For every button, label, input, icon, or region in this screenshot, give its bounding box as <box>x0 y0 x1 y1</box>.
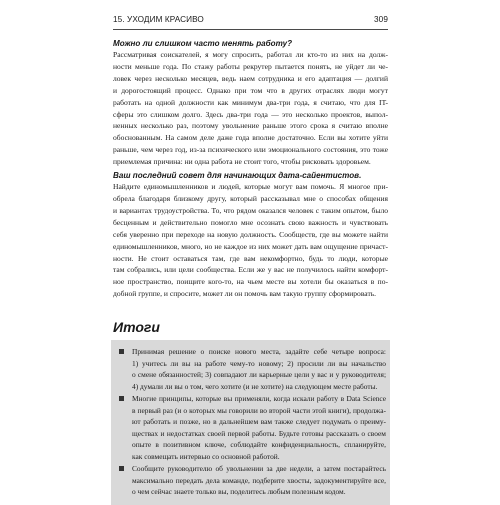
text-line: раньше, чем через год, из-за психического или эмоционального состояния, это тоже <box>113 145 388 155</box>
text-line: ненных несколько раз, поэтому увольнение раньше этого срока я считаю вполне <box>113 121 388 131</box>
text-line: приемлемая причина: ни одна работа не стоит того, чтобы рисковать здоровьем. <box>113 157 371 167</box>
text-line: сферы это слишком долго. Здесь два-три года — это несколько проектов, выпол- <box>113 109 388 119</box>
text-line: о чем сейчас знаете только вы, поделитесь любым полезным кодом. <box>132 487 346 497</box>
text-line: ности меньше года. По стажу работы рекрутер пытается понять, не уйдет ли че- <box>113 61 388 71</box>
summary-item-text <box>132 393 386 462</box>
text-line: себя уверенно при переходе на новую должность. Сообществ, где вы можете найти <box>113 229 388 239</box>
answer-paragraph-2 <box>113 181 388 300</box>
chapter-title: 15. УХОДИМ КРАСИВО <box>113 15 204 24</box>
summary-item <box>119 346 386 392</box>
text-line: о смене обязанностей; 3) совпадают ли карьерные цели у вас и у руководителя; <box>132 370 386 380</box>
text-line: и дорогостоящий процесс. Однако при том что в других отраслях люди могут <box>113 85 388 95</box>
text-line: Рассматривая соискателей, я могу спросить, работал ли кто-то из них на долж- <box>113 50 388 59</box>
text-line: ют работать и позже, но в дальнейшем вам также следует подумать о преиму- <box>132 417 386 427</box>
summary-item-text <box>132 346 386 392</box>
text-line: Найдите единомышленников и людей, которые могут вам помочь. Я многое при- <box>113 182 388 192</box>
text-line: ности. Не стоит оставаться там, где вам некомфортно, будь то люди, которые <box>113 253 388 263</box>
square-bullet-icon <box>119 466 124 471</box>
text-line: добной группе, и спросите, может ли он помочь вам такую группу сформировать. <box>113 289 377 299</box>
text-line: работать на одной должности как минимум два-три года, я считаю, что для IT- <box>113 97 388 107</box>
summary-item-text <box>132 463 386 498</box>
square-bullet-icon <box>119 349 124 354</box>
text-line: бесценным и действительно помогло мне осознать свою важность и чувствовать <box>113 217 388 227</box>
text-line: Многие принципы, которые вы применяли, когда искали работу в Data Science <box>132 394 386 404</box>
text-line: 4) думали ли вы о том, чего хотите (и не хотите) на следующем месте работы. <box>132 381 378 391</box>
text-line: единомышленников, много, но не каждое из них может дать вам ощущение причаст- <box>113 241 388 251</box>
text-line: ловек через несколько месяцев, ведь наем сотрудника и его адаптация — долгий <box>113 73 388 83</box>
text-line: там собрались, или цели сообщества. Если же у вас не получилось найти комфорт- <box>113 265 388 275</box>
text-line: в первый раз (и о которых мы говорили во второй части этой книги), продолжа- <box>132 405 386 415</box>
text-line: ное пространство, поищите кого-то, на чьем месте вы хотели бы оказаться в по- <box>113 277 388 287</box>
text-line: 1) учитесь ли вы на работе чему-то новому; 2) просили ли вы начальство <box>132 358 386 368</box>
question-heading-1: Можно ли слишком часто менять работу? <box>113 39 293 48</box>
summary-heading: Итоги <box>113 319 160 336</box>
text-line: опыте в позитивном ключе, соблюдайте конфиденциальность, спланируйте, <box>132 440 386 450</box>
text-line: как совмещать интервью со основной работой. <box>132 451 280 461</box>
text-line: Сообщите руководителю об увольнении за две недели, а затем постарайтесь <box>132 464 386 474</box>
summary-item <box>119 393 386 462</box>
text-line: обоснованным. На самом деле даже года вполне достаточно. Если вы хотите уйти <box>113 133 388 143</box>
text-line: ществах и недостатках своей первой работы. Будьте готовы рассказать о своем <box>132 428 386 438</box>
text-line: Принимая решение о поиске нового места, задайте себе четыре вопроса: <box>132 347 386 357</box>
summary-box <box>111 340 390 505</box>
summary-item <box>119 463 386 498</box>
question-heading-2: Ваш последний совет для начинающих дата-сайентистов. <box>113 171 362 181</box>
square-bullet-icon <box>119 396 124 401</box>
text-line: максимально передать дела команде, подберите хвосты, задокументируйте все, <box>132 475 386 485</box>
running-header <box>113 0 388 30</box>
text-line: и вариантах трудоустройства. То, что рядом оказался человек с таким опытом, было <box>113 205 388 215</box>
page-number: 309 <box>374 15 388 24</box>
text-line: обрела благодаря близкому другу, который рассказывал мне о способах общения <box>113 193 388 203</box>
answer-paragraph-1 <box>113 49 388 168</box>
